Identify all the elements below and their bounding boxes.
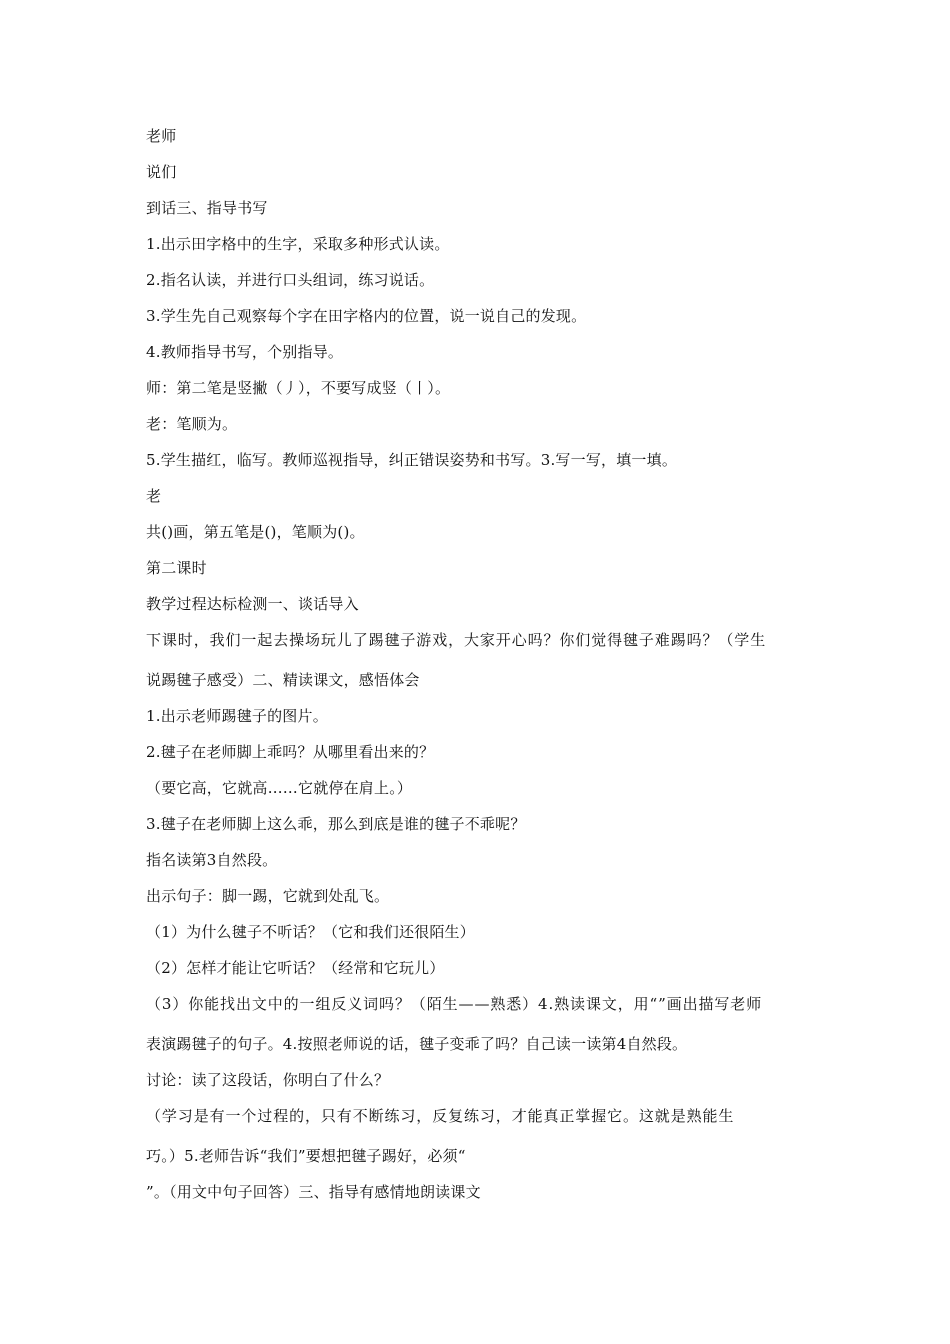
text-line: 2.指名认读，并进行口头组词，练习说话。: [146, 271, 435, 289]
text-line: 老: [146, 487, 162, 505]
text-line: 5.学生描红，临写。教师巡视指导，纠正错误姿势和书写。3.写一写，填一填。: [146, 451, 678, 469]
text-line: 1.出示老师踢毽子的图片。: [146, 707, 328, 725]
text-line: 下课时，我们一起去操场玩儿了踢毽子游戏，大家开心吗？你们觉得毽子难踢吗？（学生: [146, 631, 767, 649]
text-line: 老师: [146, 127, 177, 145]
text-line: 第二课时: [146, 559, 207, 577]
text-line: 说踢毽子感受）二、精读课文，感悟体会: [146, 671, 420, 689]
text-line: 3.毽子在老师脚上这么乖，那么到底是谁的毽子不乖呢？: [146, 815, 526, 833]
text-line: 巧。）5.老师告诉“我们”要想把毽子踢好，必须“: [146, 1147, 466, 1165]
text-line: 说们: [146, 163, 177, 181]
text-line: 1.出示田字格中的生字，采取多种形式认读。: [146, 235, 450, 253]
text-line: （要它高，它就高……它就停在肩上。）: [146, 779, 413, 797]
text-line: 出示句子：脚一踢，它就到处乱飞。: [146, 887, 390, 905]
text-line: （2）怎样才能让它听话？（经常和它玩儿）: [146, 959, 445, 977]
text-line: （1）为什么毽子不听话？（它和我们还很陌生）: [146, 923, 475, 941]
text-line: 表演踢毽子的句子。4.按照老师说的话，毽子变乖了吗？自己读一读第4自然段。: [146, 1035, 688, 1053]
text-line: 教学过程达标检测一、谈话导入: [146, 595, 359, 613]
text-line: 2.毽子在老师脚上乖吗？从哪里看出来的？: [146, 743, 435, 761]
text-line: 共()画，第五笔是()，笔顺为()。: [146, 523, 365, 541]
text-line: 老：笔顺为。: [146, 415, 238, 433]
text-line: （学习是有一个过程的，只有不断练习，反复练习，才能真正掌握它。这就是熟能生: [146, 1107, 735, 1125]
text-line: （3）你能找出文中的一组反义词吗？（陌生——熟悉）4.熟读课文，用“”画出描写老师: [146, 995, 763, 1013]
text-line: 到话三、指导书写: [146, 199, 268, 217]
text-line: 师：第二笔是竖撇（丿），不要写成竖（丨）。: [146, 379, 451, 397]
text-line: 4.教师指导书写，个别指导。: [146, 343, 344, 361]
text-line: 3.学生先自己观察每个字在田字格内的位置，说一说自己的发现。: [146, 307, 587, 325]
text-line: 讨论：读了这段话，你明白了什么？: [146, 1071, 390, 1089]
text-line: 指名读第3自然段。: [146, 851, 278, 869]
text-line: ”。（用文中句子回答）三、指导有感情地朗读课文: [146, 1183, 481, 1201]
